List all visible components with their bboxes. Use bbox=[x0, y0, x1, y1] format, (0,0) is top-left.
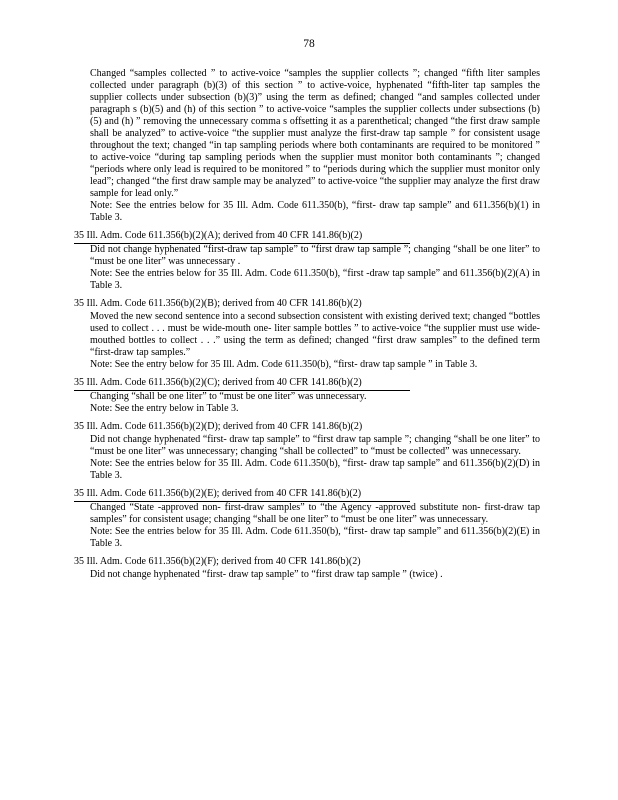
entry-heading: 35 Ill. Adm. Code 611.356(b)(2)(F); derived from 40 CFR 141.86(b)(2) bbox=[74, 556, 361, 567]
entry-b2f bbox=[74, 556, 540, 581]
entry-paragraph: Changing “shall be one liter” to “must be one liter” was unnecessary. bbox=[90, 391, 367, 402]
intro-note: Note: See the entries below for 35 Ill. Adm. Code 611.350(b), “first- draw tap sample” and 611.356(b)(1) in Table 3. bbox=[90, 200, 540, 223]
entry-paragraph: Moved the new second sentence into a second subsection consistent with existing derived text; changed “bottles used to collect . . . must be wide-mouth one- liter sample bottles ” to active-voice “the supplier must use wide- mouthed bottles to collect . . .” using the term as defined; changed “first draw samples” to the defined term “first-draw tap samples.” bbox=[90, 311, 540, 358]
page-content bbox=[74, 68, 540, 587]
entry-note: Note: See the entry below for 35 Ill. Adm. Code 611.350(b), “first- draw tap sample ” in Table 3. bbox=[90, 359, 478, 370]
entry-heading: 35 Ill. Adm. Code 611.356(b)(2)(A); derived from 40 CFR 141.86(b)(2) bbox=[74, 230, 410, 244]
entry-heading: 35 Ill. Adm. Code 611.356(b)(2)(B); derived from 40 CFR 141.86(b)(2) bbox=[74, 298, 362, 309]
entry-b2c bbox=[74, 377, 540, 415]
entry-note: Note: See the entries below for 35 Ill. Adm. Code 611.350(b), “first -draw tap sample” and 611.356(b)(2)(A) in Table 3. bbox=[90, 268, 540, 291]
entry-b2d bbox=[74, 421, 540, 482]
entry-paragraph: Did not change hyphenated “first- draw tap sample” to “first draw tap sample ”; changing “shall be one liter” to “must be one liter” was unnecessary; changing “shall be collected” to “must be collected” was unnecessary. bbox=[90, 434, 540, 457]
entry-note: Note: See the entries below for 35 Ill. Adm. Code 611.350(b), “first- draw tap sample” and 611.356(b)(2)(D) in Table 3. bbox=[90, 458, 540, 481]
entry-note: Note: See the entries below for 35 Ill. Adm. Code 611.350(b), “first- draw tap sample” and 611.356(b)(2)(E) in Table 3. bbox=[90, 526, 540, 549]
page-number: 78 bbox=[303, 38, 315, 50]
entry-heading: 35 Ill. Adm. Code 611.356(b)(2)(E); derived from 40 CFR 141.86(b)(2) bbox=[74, 488, 410, 502]
entry-paragraph: Changed “State -approved non- first-draw samples” to “the Agency -approved substitute non- first-draw tap samples” for consistent usage; changing “shall be one liter” to “must be one liter” was unnecessary. bbox=[90, 502, 540, 525]
entry-b2a bbox=[74, 230, 540, 292]
entry-b2e bbox=[74, 488, 540, 550]
entry-note: Note: See the entry below in Table 3. bbox=[90, 403, 239, 414]
entry-paragraph: Did not change hyphenated “first- draw tap sample” to “first draw tap sample ” (twice) . bbox=[90, 569, 443, 580]
entry-heading: 35 Ill. Adm. Code 611.356(b)(2)(C); derived from 40 CFR 141.86(b)(2) bbox=[74, 377, 410, 391]
intro-paragraph: Changed “samples collected ” to active-voice “samples the supplier collects ”; changed “fifth liter samples collected under paragraph (b)(3) of this section ” to active-voice, hyphenated “fifth-liter tap samples the supplier collects under subsection (b)(3)” using the term as defined; changed “and samples collected under paragraph s (b)(5) and (h) of this section ” to active-voice “samples the supplier collects under subsections (b)(5) and (h) ” removing the unnecessary comma s offsetting it as a parenthetical; changed “the first draw sample shall be analyzed” to active-voice “the supplier must analyze the first-draw tap sample ” for consistent usage throughout the text; changed “in tap sampling periods where both contaminants are required to be monitored ” to active-voice “during tap sampling periods when the supplier must monitor both contaminants ”; changed “periods where only lead is required to be monitored ” to “periods during which the supplier must monitor only lead”; changed “the first draw sample may be analyzed” to active-voice “the supplier may analyze the first draw sample for lead only.” bbox=[90, 68, 540, 199]
intro-block bbox=[74, 68, 540, 224]
entry-paragraph: Did not change hyphenated “first-draw tap sample” to “first draw tap sample ”; changing “shall be one liter” to “must be one liter” was unnecessary . bbox=[90, 244, 540, 267]
entry-heading: 35 Ill. Adm. Code 611.356(b)(2)(D); derived from 40 CFR 141.86(b)(2) bbox=[74, 421, 363, 432]
entry-b2b bbox=[74, 298, 540, 371]
